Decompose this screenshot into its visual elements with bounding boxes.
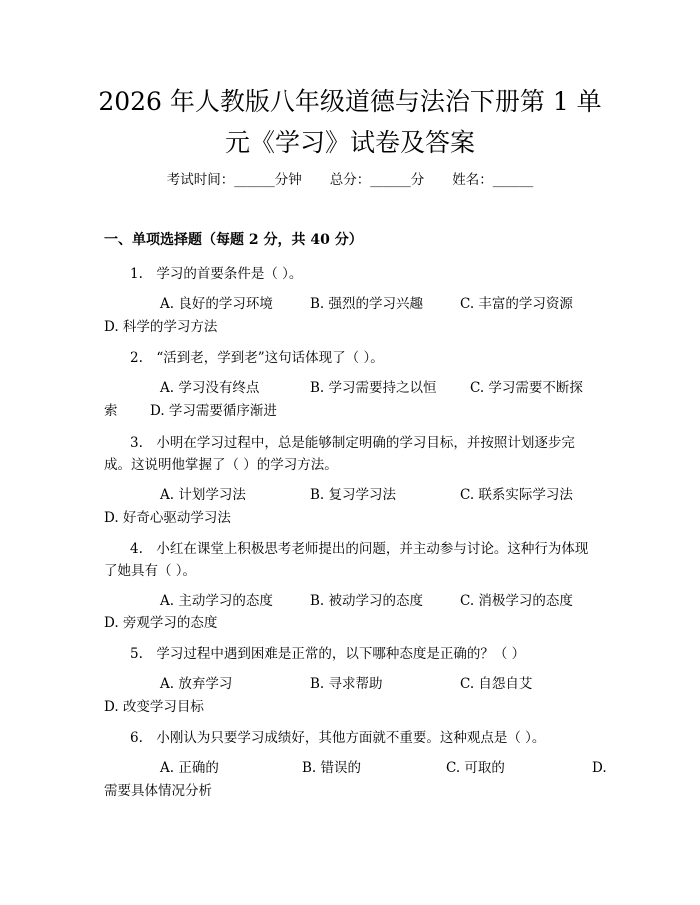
- question-6: 6. 小刚认为只要学习成绩好，其他方面就不重要。这种观点是（ ）。: [130, 730, 546, 746]
- option-d: D. 旁观学习的态度: [104, 615, 218, 631]
- question-4-line-1: 4. 小红在课堂上积极思考老师提出的问题，并主动参与讨论。这种行为体现: [130, 541, 589, 557]
- option-a: A. 主动学习的态度: [160, 593, 273, 609]
- option-c: C. 消极学习的态度: [460, 593, 573, 609]
- option-c-continued: 索: [104, 403, 118, 419]
- exam-time: 考试时间：______分钟: [166, 172, 302, 188]
- option-a: A. 良好的学习环境: [160, 296, 273, 312]
- section-heading: 一、单项选择题（每题 2 分，共 40 分）: [104, 232, 363, 248]
- option-a: A. 正确的: [160, 760, 219, 776]
- question-5: 5. 学习过程中遇到困难是正常的，以下哪种态度是正确的？（ ）: [130, 646, 526, 662]
- option-c: C. 联系实际学习法: [460, 487, 573, 503]
- question-4-line-2: 了她具有（ ）。: [104, 563, 197, 579]
- document-title-line-1: 2026 年人教版八年级道德与法治下册第 1 单: [98, 87, 602, 116]
- question-3-line-1: 3. 小明在学习过程中，总是能够制定明确的学习目标，并按照计划逐步完: [130, 435, 575, 451]
- question-1-options: [160, 292, 573, 312]
- student-name: 姓名：______: [452, 172, 534, 188]
- option-b: B. 寻求帮助: [310, 676, 383, 692]
- question-2: 2. “活到老，学到老”这句话体现了（ ）。: [130, 350, 384, 366]
- option-b: B. 强烈的学习兴趣: [310, 296, 424, 312]
- option-d: D. 改变学习目标: [104, 699, 204, 715]
- document-title-line-2: 元《学习》试卷及答案: [224, 128, 475, 157]
- option-c: C. 可取的: [446, 760, 505, 776]
- question-2-options: [160, 376, 583, 396]
- option-b: B. 学习需要持之以恒: [310, 380, 437, 396]
- option-d-text: 需要具体情况分析: [104, 783, 212, 799]
- option-c: C. 学习需要不断探: [470, 380, 583, 396]
- question-4-options: [160, 589, 573, 609]
- option-b: B. 被动学习的态度: [310, 593, 424, 609]
- option-c: C. 自怨自艾: [460, 676, 533, 692]
- option-b: B. 复习学习法: [310, 487, 397, 503]
- question-3-line-2: 成。这说明他掌握了（ ）的学习方法。: [104, 457, 338, 473]
- option-a: A. 学习没有终点: [160, 380, 260, 396]
- option-d-label: D.: [592, 760, 607, 776]
- total-score: 总分：______分: [329, 172, 425, 188]
- question-2-options-wrap: [104, 399, 277, 419]
- option-a: A. 计划学习法: [160, 487, 246, 503]
- option-d: D. 好奇心驱动学习法: [104, 510, 231, 526]
- question-3-options: [160, 483, 573, 503]
- option-c: C. 丰富的学习资源: [460, 296, 573, 312]
- question-5-options: [160, 672, 532, 692]
- option-b: B. 错误的: [302, 760, 362, 776]
- option-d: D. 学习需要循序渐进: [150, 403, 277, 419]
- option-d: D. 科学的学习方法: [104, 319, 218, 335]
- question-6-options: [160, 756, 607, 776]
- question-1: 1. 学习的首要条件是（ ）。: [130, 266, 303, 282]
- option-a: A. 放弃学习: [160, 676, 233, 692]
- exam-info: [0, 168, 700, 188]
